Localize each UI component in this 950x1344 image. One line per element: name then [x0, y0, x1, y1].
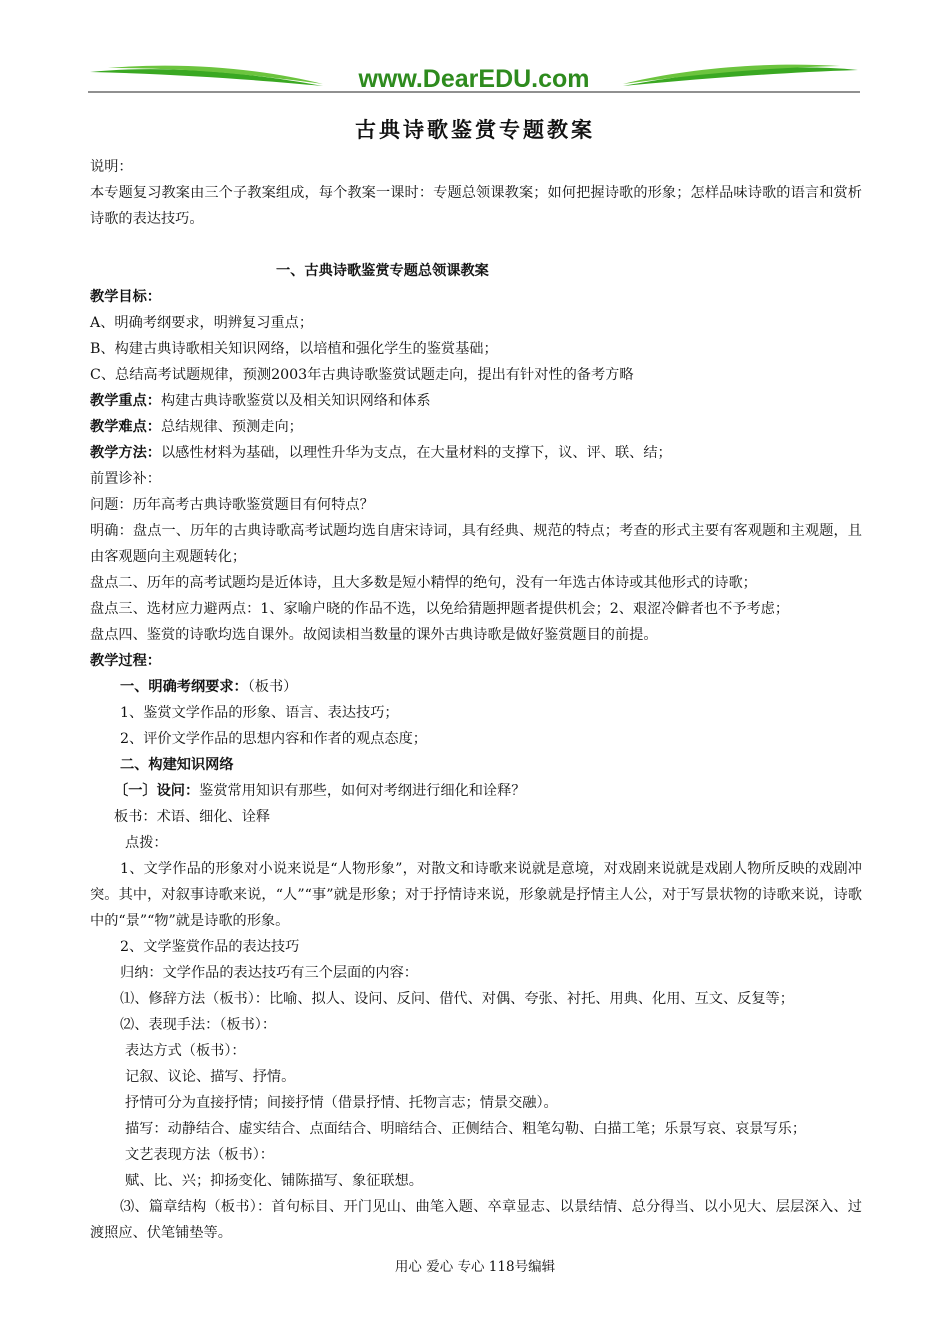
intro-label: 说明： — [90, 159, 133, 175]
answer-item: 盘点三、选材应力避两点：1、家喻户晓的作品不选，以免给猜题押题者提供机会；2、艰涩冷僻者也不予考虑； — [90, 601, 790, 617]
answer-item: 明确：盘点一、历年的古典诗歌高考试题均选自唐宋诗词，具有经典、规范的特点；考查的形式主要有客观题和主观题，且由客观题向主观题转化； — [90, 523, 862, 565]
structure-line: ⑶、篇章结构（板书）：首句标目、开门见山、曲笔入题、卒章显志、以景结情、总分得当、以小见大、层层深入、过渡照应、伏笔铺垫等。 — [90, 1199, 862, 1241]
describe-line: 描写：动静结合、虚实结合、点面结合、明暗结合、正侧结合、粗笔勾勒、白描工笔；乐景写哀、哀景写乐； — [125, 1121, 807, 1137]
goal-item: A、明确考纲要求，明辨复习重点； — [90, 315, 314, 331]
key-point: 教学重点：构建古典诗歌鉴赏以及相关知识网络和体系 — [90, 393, 431, 409]
part1-heading: 一、明确考纲要求：（板书） — [120, 679, 298, 695]
goals-label: 教学目标： — [90, 289, 161, 305]
summary-line: 归纳：文学作品的表达技巧有三个层面的内容： — [120, 965, 418, 981]
part1-item: 2、评价文学作品的思想内容和作者的观点态度； — [120, 731, 427, 747]
difficulty-point: 教学难点：总结规律、预测走向； — [90, 419, 303, 435]
expression-mode-line: 表达方式（板书）： — [125, 1043, 246, 1059]
art-list-line: 赋、比、兴；抑扬变化、铺陈描写、象征联想。 — [125, 1173, 423, 1189]
technique-line: ⑵、表现手法：（板书）： — [120, 1017, 277, 1033]
paragraph-technique: 2、文学鉴赏作品的表达技巧 — [120, 939, 300, 955]
answer-item: 盘点四、鉴赏的诗歌均选自课外。故阅读相当数量的课外古典诗歌是做好鉴赏题目的前提。 — [90, 627, 658, 643]
document-title: 古典诗歌鉴赏专题教案 — [355, 117, 595, 142]
answer-item: 盘点二、历年的高考试题均是近体诗，且大多数是短小精悍的绝句，没有一年选古体诗或其他形式的诗歌； — [90, 575, 757, 591]
board-note: 板书：术语、细化、诠释 — [114, 809, 271, 825]
rhetoric-line: ⑴、修辞方法（板书）：比喻、拟人、设问、反问、借代、对偶、夸张、衬托、用典、化用、互文、反复等； — [120, 991, 794, 1007]
intro-text: 本专题复习教案由三个子教案组成，每个教案一课时：专题总领课教案；如何把握诗歌的形象；怎样品味诗歌的语言和赏析诗歌的表达技巧。 — [90, 185, 862, 227]
teaching-method: 教学方法：以感性材料为基础，以理性升华为支点，在大量材料的支撑下，议、评、联、结； — [90, 445, 672, 461]
document-body — [90, 154, 862, 1246]
goal-item: B、构建古典诗歌相关知识网络，以培植和强化学生的鉴赏基础； — [90, 341, 498, 357]
question: 问题：历年高考古典诗歌鉴赏题目有何特点？ — [90, 497, 374, 513]
leaf-banner-graphic — [88, 62, 860, 94]
page-footer: 用心 爱心 专心 118号编辑 — [394, 1259, 556, 1275]
hint-label: 点拨： — [125, 835, 168, 851]
goal-item: C、总结高考试题规律，预测2003年古典诗歌鉴赏试题走向，提出有针对性的备考方略 — [90, 367, 634, 383]
lyric-line: 抒情可分为直接抒情；间接抒情（借景抒情、托物言志；情景交融）。 — [125, 1095, 558, 1111]
modes-line: 记叙、议论、描写、抒情。 — [125, 1069, 296, 1085]
question-1: 〔一〕设问：鉴赏常用知识有那些，如何对考纲进行细化和诠释？ — [114, 783, 526, 799]
part2-heading: 二、构建知识网络 — [120, 757, 234, 773]
process-label: 教学过程： — [90, 653, 161, 669]
art-methods-line: 文艺表现方法（板书）： — [125, 1147, 274, 1163]
section-heading: 一、古典诗歌鉴赏专题总领课教案 — [276, 263, 489, 279]
pre-diagnosis: 前置诊补： — [90, 471, 161, 487]
part1-item: 1、鉴赏文学作品的形象、语言、表达技巧； — [120, 705, 399, 721]
paragraph-image: 1、文学作品的形象对小说来说是“人物形象”，对散文和诗歌来说就是意境，对戏剧来说就是戏剧人物所反映的戏剧冲突。其中，对叙事诗歌来说，“人”“事”就是形象；对于抒情诗来说，形象就是抒情主人公，对于写景状物的诗歌来说，诗歌中的“景”“物”就是诗歌的形象。 — [90, 861, 862, 929]
banner-site-text: www.DearEDU.com — [358, 65, 590, 93]
site-banner — [88, 62, 860, 94]
